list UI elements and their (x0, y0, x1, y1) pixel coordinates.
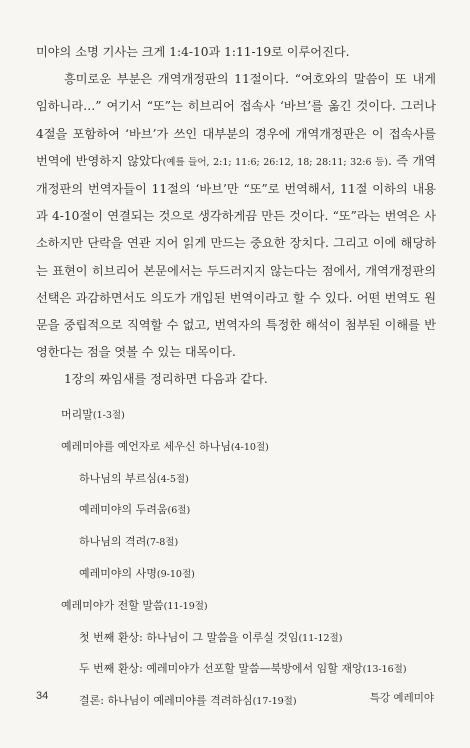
outline-item-verses: (11-19절) (163, 600, 208, 612)
outline-item-verses: (13-16절) (362, 664, 407, 676)
chapter-outline (61, 400, 441, 718)
outline-item (61, 464, 441, 496)
outline-item-label: 머리말 (61, 408, 93, 421)
paragraph-2-continued: . 즉 개역개정판의 번역자들이 11절의 ‘바브’만 “또”로 번역해서, 11절 이하의 내용과 4-10절이 연결되는 것으로 생각하게끔 만든 것이다. “또”라는 번역은 사소하지만 단락을 연관 지어 읽게 만드는 중요한 장치다. 그리고 이에 해당하는 표현이 히브리어 본문에서는 두드러지지 않는다는 점에서, 개역개정판의 선택은 과감하면서도 의도가 개입된 번역이라고 할 수 있다. 어떤 번역도 원문을 중립적으로 직역할 수 없고, 번역자의 특정한 해석이 첨부된 이해를 반영한다는 점을 엿볼 수 있는 대목이다. (36, 153, 436, 360)
outline-item (61, 559, 441, 591)
outline-item-label: 두 번째 환상: 예레미야가 선포할 말씀—북방에서 임할 재앙 (79, 662, 363, 676)
outline-item-verses: (4-5절) (156, 473, 189, 485)
outline-item-label: 하나님의 부르심 (79, 471, 157, 485)
outline-item (61, 495, 441, 527)
page-number: 34 (36, 690, 49, 702)
outline-item-label: 예레미야의 사명 (79, 566, 157, 580)
outline-item-verses: (1-3절) (92, 410, 125, 421)
outline-item-verses: (9-10절) (156, 568, 195, 580)
outline-item (61, 527, 441, 559)
outline-item-label: 하나님의 격려 (79, 535, 147, 549)
paragraph-1-text: 미야의 소명 기사는 크게 1:4-10과 1:11-19로 이루어진다. (36, 45, 350, 59)
outline-item-verses: (17-19절) (252, 696, 297, 708)
outline-item-label: 예레미야의 두려움 (79, 503, 168, 517)
paragraph-2 (36, 66, 436, 366)
outline-item (61, 623, 441, 655)
outline-item-label: 예레미야가 전할 말씀 (61, 598, 164, 612)
outline-item-verses: (11-12절) (298, 632, 343, 644)
outline-item (61, 400, 441, 432)
outline-item (61, 591, 441, 623)
outline-item-label: 예레미야를 예언자로 세우신 하나님 (61, 439, 231, 453)
running-title: 특강 예레미야 (369, 692, 434, 704)
body-text (36, 39, 436, 394)
outline-item-label: 첫 번째 환상: 하나님이 그 말씀을 이루실 것임 (79, 630, 299, 644)
paragraph-2-text: 흥미로운 부분은 개역개정판의 11절이다. “여호와의 말씀이 또 내게 임하니라…” 여기서 “또”는 히브리어 접속사 ‘바브’를 옮긴 것이다. 그러나 4절을 포함하여 ‘바브’가 쓰인 대부분의 경우에 개역개정판은 이 접속사를 번역에 반영하지 않았다 (36, 72, 436, 168)
outline-item (61, 654, 441, 686)
outline-item-verses: (6절) (167, 505, 191, 517)
paragraph-3 (36, 366, 436, 393)
paragraph-3-text: 1장의 짜임새를 정리하면 다음과 같다. (64, 372, 268, 387)
outline-item-verses: (7-8절) (146, 537, 179, 549)
outline-item-verses: (4-10절) (230, 441, 269, 453)
outline-item-label: 결론: 하나님이 예레미야를 격려하심 (79, 694, 253, 708)
paragraph-1 (36, 39, 436, 66)
outline-item (61, 432, 441, 464)
verse-references: (예를 들어, 2:1; 11:6; 26:12, 18; 28:11; 32:6 등) (162, 156, 388, 168)
